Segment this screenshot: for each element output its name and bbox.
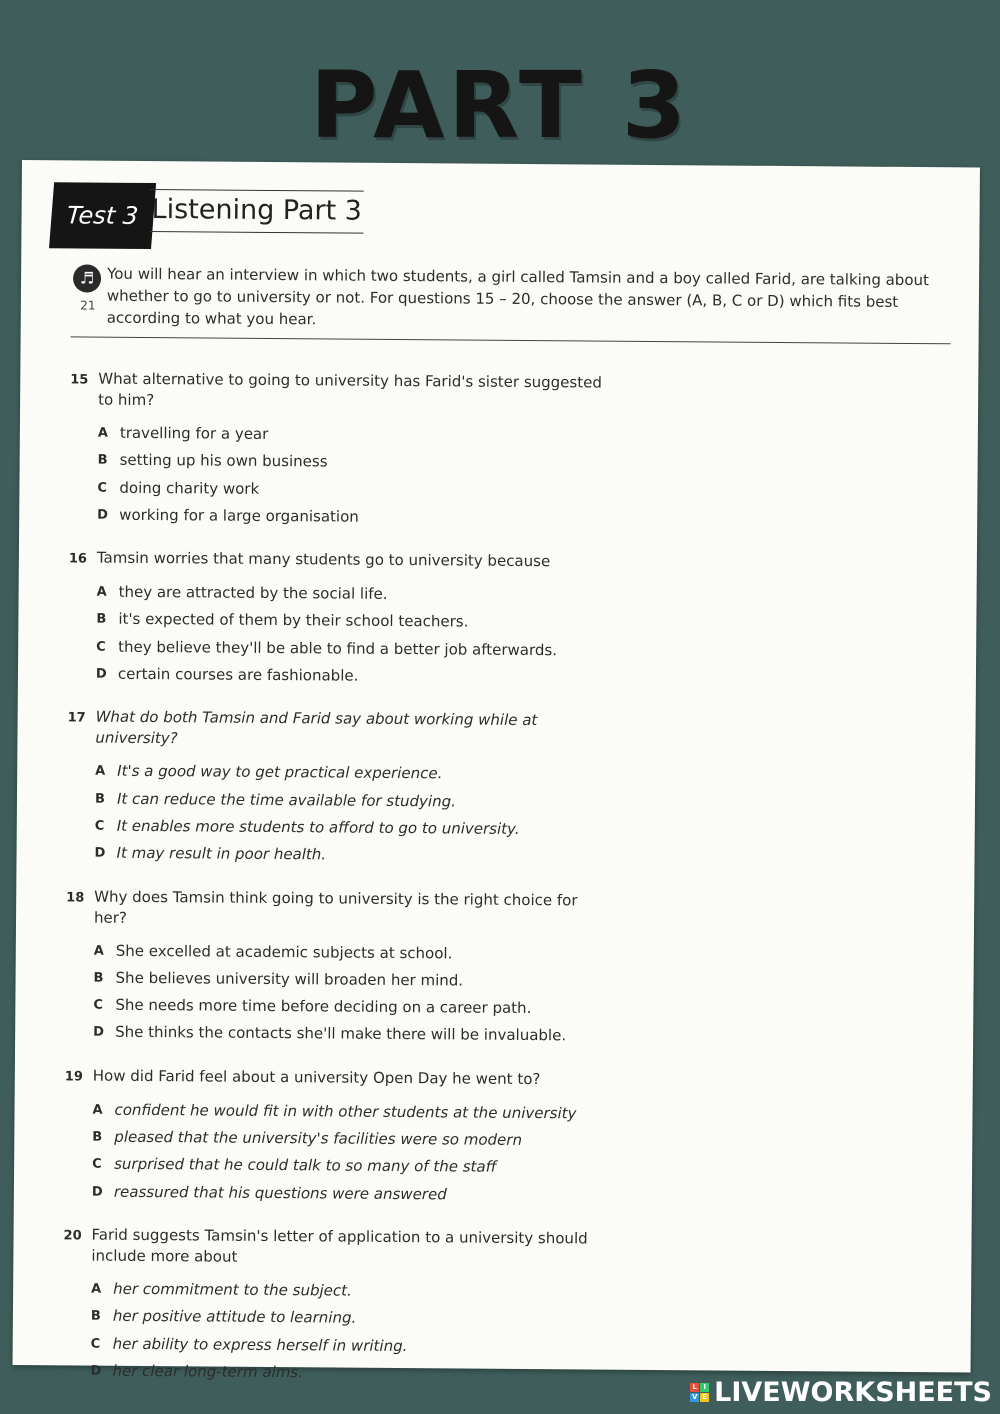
option-d[interactable] (94, 843, 946, 877)
option-text: reassured that his questions were answered (113, 1182, 447, 1204)
audio-track-indicator (73, 264, 103, 320)
option-letter: B (92, 1129, 103, 1145)
option-d[interactable] (92, 1181, 944, 1215)
option-text: It can reduce the time available for studying. (116, 789, 456, 811)
worksheet-page (13, 160, 980, 1382)
option-text: pleased that the university's facilities were so modern (114, 1127, 523, 1150)
question-text: Farid suggests Tamsin's letter of application to a university should include more about (91, 1225, 588, 1266)
option-text: surprised that he could talk to so many of the staff (114, 1155, 497, 1177)
option-letter: B (96, 612, 107, 628)
question-number: 15 (70, 372, 89, 388)
option-text: She excelled at academic subjects at school. (115, 941, 453, 962)
option-text: She believes university will broaden her mind. (115, 968, 464, 990)
option-text: setting up his own business (119, 451, 328, 471)
question-text: How did Farid feel about a university Open Day he went to? (92, 1066, 541, 1088)
question-19 (64, 1065, 945, 1215)
option-text: her commitment to the subject. (113, 1279, 352, 1300)
option-letter: B (93, 970, 104, 986)
question-list (62, 368, 950, 1410)
test-label: Test 3 (49, 182, 156, 249)
option-letter: B (94, 791, 105, 807)
option-letter: B (97, 452, 108, 468)
logo-square: L (690, 1383, 699, 1392)
option-text: She thinks the contacts she'll make there will be invaluable. (115, 1023, 567, 1045)
option-letter: C (93, 997, 103, 1013)
question-20 (62, 1224, 943, 1394)
option-letter: A (96, 584, 107, 600)
option-letter: D (93, 1025, 105, 1041)
liveworksheets-logo[interactable] (690, 1377, 992, 1408)
question-number: 16 (68, 551, 88, 567)
option-letter: D (95, 666, 107, 682)
option-text: working for a large organisation (119, 505, 359, 526)
option-letter: A (92, 1102, 103, 1118)
option-d[interactable] (97, 504, 949, 538)
option-text: they are attracted by the social life. (118, 582, 388, 604)
question-15 (69, 368, 950, 538)
question-number: 20 (63, 1228, 82, 1244)
option-letter: D (90, 1363, 102, 1379)
option-text: She needs more time before deciding on a career path. (115, 995, 532, 1018)
option-text: confident he would fit in with other students at the university (114, 1100, 577, 1123)
option-letter: C (96, 639, 106, 655)
option-letter: D (97, 507, 109, 523)
option-letter: B (90, 1308, 101, 1324)
option-text: certain courses are fashionable. (117, 664, 359, 685)
headphones-icon: ♬ (73, 264, 101, 292)
option-letter: A (93, 943, 104, 959)
option-text: It may result in poor health. (116, 844, 327, 864)
option-text: her positive attitude to learning. (112, 1306, 357, 1327)
option-text: her ability to express herself in writing. (112, 1334, 408, 1355)
question-text: What alternative to going to university has Farid's sister suggested to him? (98, 369, 602, 410)
logo-square: E (700, 1393, 709, 1402)
question-number: 17 (67, 710, 86, 726)
option-letter: D (94, 845, 106, 861)
divider (71, 336, 951, 344)
option-letter: A (97, 425, 108, 441)
option-d[interactable] (93, 1022, 945, 1056)
option-letter: C (90, 1336, 101, 1352)
option-letter: A (95, 763, 106, 780)
option-text: It enables more students to afford to go to university. (116, 816, 520, 838)
option-letter: C (94, 818, 105, 834)
question-text: What do both Tamsin and Farid say about working while at university? (95, 707, 538, 748)
option-text: It's a good way to get practical experience. (117, 762, 443, 783)
option-text: her clear long-term aims. (112, 1361, 303, 1382)
question-number: 18 (66, 889, 85, 906)
page-title: PART 3 (310, 52, 690, 159)
question-text: Tamsin worries that many students go to university because (96, 548, 551, 571)
option-d[interactable] (96, 664, 948, 698)
question-number: 19 (64, 1069, 83, 1085)
logo-square: I (700, 1383, 709, 1392)
section-heading: Listening Part 3 (149, 189, 364, 234)
instructions: You will hear an interview in which two students, a girl called Tamsin and a boy called Farid, are talking about whether to go to university or not. For questions 15 – 20, choose the answer (A, B, C or D) which fits best according to what you hear. (106, 264, 929, 329)
liveworksheets-logo-icon (690, 1383, 709, 1402)
option-text: it's expected of them by their school teachers. (118, 610, 469, 632)
question-18 (65, 886, 946, 1056)
question-text: Why does Tamsin think going to university is the right choice for her? (93, 887, 578, 927)
option-text: they believe they'll be able to find a better job afterwards. (118, 637, 558, 659)
option-letter: C (92, 1156, 102, 1173)
question-16 (68, 548, 949, 698)
option-letter: A (91, 1281, 102, 1297)
question-17 (66, 707, 947, 877)
option-text: doing charity work (119, 478, 260, 498)
track-number: 21 (80, 298, 96, 313)
option-text: travelling for a year (119, 423, 269, 443)
logo-square: V (691, 1393, 698, 1401)
option-letter: C (97, 480, 108, 496)
liveworksheets-logo-text: LIVEWORKSHEETS (714, 1377, 992, 1408)
option-letter: D (91, 1184, 103, 1200)
